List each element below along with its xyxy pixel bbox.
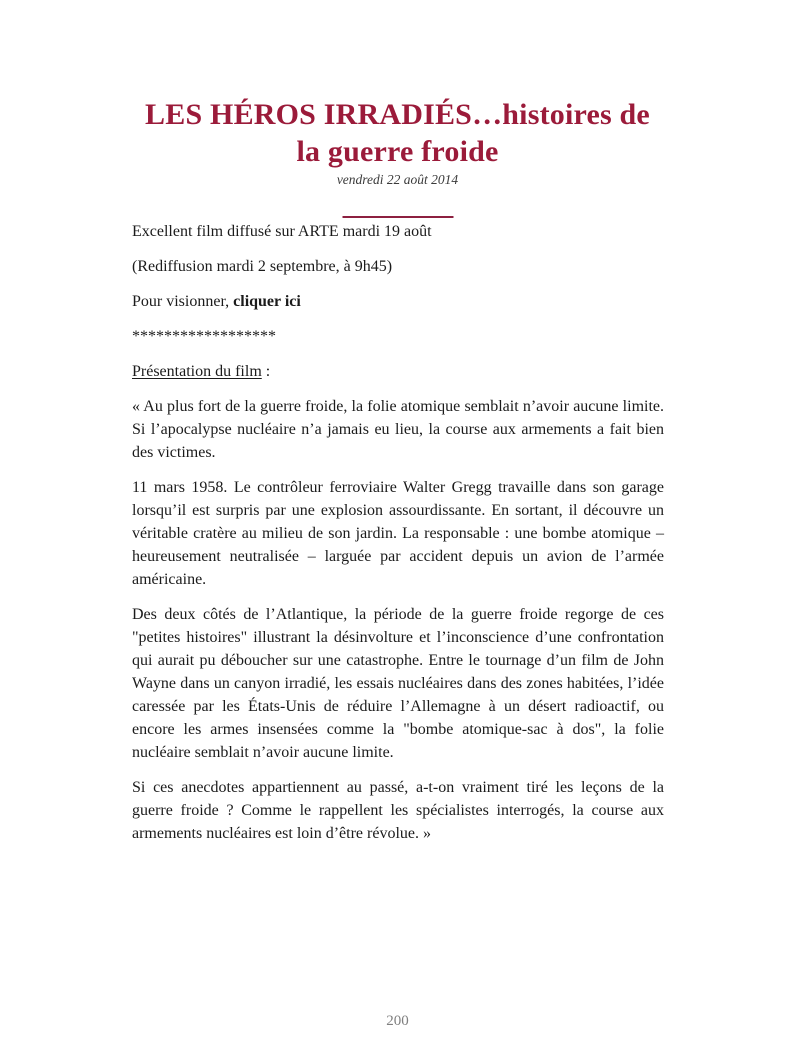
presentation-heading: Présentation du film [132,363,262,380]
page-title [0,96,795,170]
broadcast-info-line: Excellent film diffusé sur ARTE mardi 19 août [132,223,432,240]
presentation-paragraph: « Au plus fort de la guerre froide, la folie atomique semblait n’avoir aucune limite. Si l’apocalypse nucléaire n’a jamais eu lieu, la course aux armements a fait bien des victimes. [132,398,664,461]
page-title-line-1: LES HÉROS IRRADIÉS…histoires de [145,98,650,131]
presentation-paragraph: 11 mars 1958. Le contrôleur ferroviaire Walter Gregg travaille dans son garage lorsqu’il est surpris par une explosion assourdissante. En sortant, il découvre un véritable cratère au milieu de son jardin. La responsable : une bombe atomique – heureusement neutralisée – larguée par accident depuis un avion de l’armée américaine. [132,479,664,588]
presentation-heading-colon: : [261,363,271,380]
presentation-paragraph: Des deux côtés de l’Atlantique, la période de la guerre froide regorge de ces "petites histoires" illustrant la désinvolture et l’inconscience d’une confrontation qui aurait pu déboucher sur une catastrophe. Entre le tournage d’un film de John Wayne dans un canyon irradié, les essais nucléaires dans des zones habitées, l’idée caressée par les États-Unis de réduire l’Allemagne à un désert radioactif, ou encore les armes insensées comme la "bombe atomique-sac à dos", la folie nucléaire semblait n’avoir aucune limite. [132,606,664,761]
article-body [132,220,664,857]
rebroadcast-info-line: (Rediffusion mardi 2 septembre, à 9h45) [132,258,393,275]
presentation-paragraph: Si ces anecdotes appartiennent au passé, a-t-on vraiment tiré les leçons de la guerre froide ? Comme le rappellent les spécialistes interrogés, la course aux armements nucléaires est loin d’être révolue. » [132,779,664,842]
view-link-prefix: Pour visionner, [132,293,234,310]
cliquer-ici-link[interactable]: cliquer ici [233,293,301,310]
title-divider [342,216,453,218]
view-link-line [132,290,664,313]
presentation-heading-line [132,360,664,383]
post-date: vendredi 22 août 2014 [336,172,459,187]
separator-line: ****************** [132,328,276,345]
page-number: 200 [386,1013,409,1029]
page-title-line-2: la guerre froide [296,135,499,168]
